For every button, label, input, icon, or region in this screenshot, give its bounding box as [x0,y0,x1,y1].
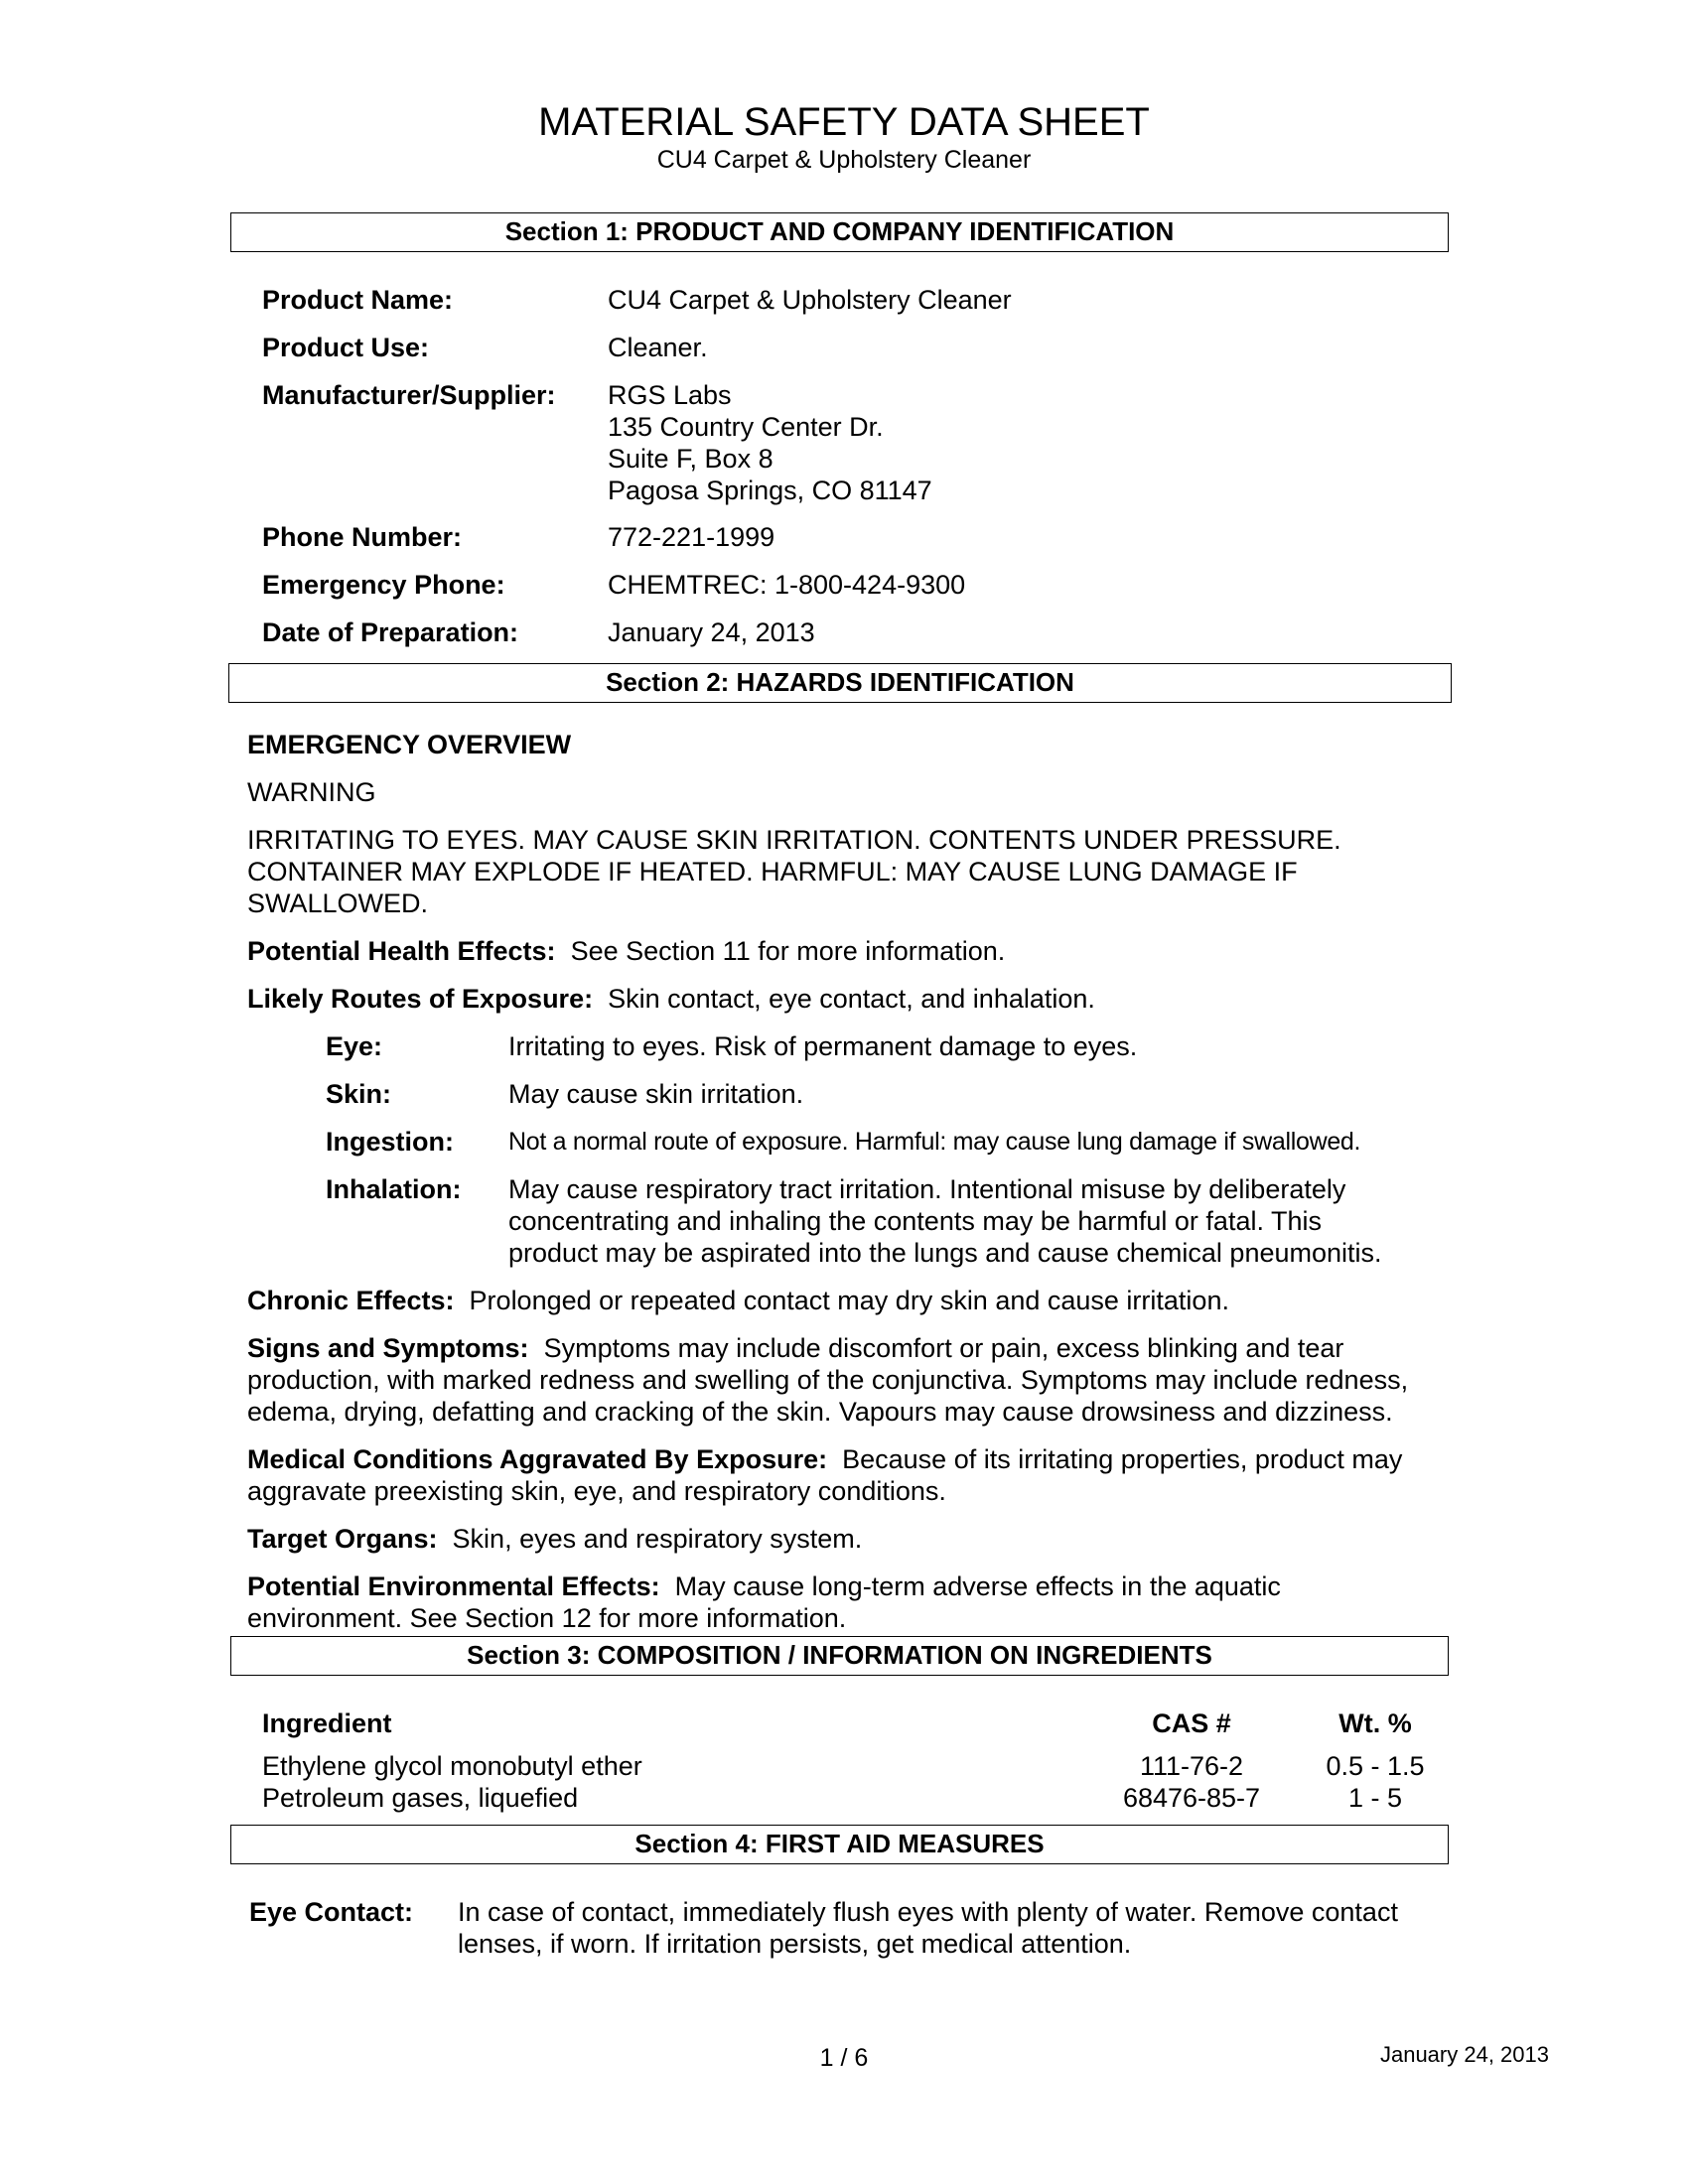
target-organs-text: Skin, eyes and respiratory system. [452,1524,863,1554]
table-row-ingredient: Petroleum gases, liquefied [262,1783,579,1813]
manufacturer-line: RGS Labs [608,380,732,410]
eye-text: Irritating to eyes. Risk of permanent damage to eyes. [508,1031,1138,1061]
signs-text-first: Symptoms may include discomfort or pain, excess blinking and tear [543,1333,1344,1363]
phone-label: Phone Number: [262,522,463,552]
inhalation-line: May cause respiratory tract irritation. Intentional misuse by deliberately [508,1174,1346,1204]
table-row-wt: 1 - 5 [1347,1783,1403,1813]
hazard-line: SWALLOWED. [247,888,429,918]
hazard-line: CONTAINER MAY EXPLODE IF HEATED. HARMFUL: MAY CAUSE LUNG DAMAGE IF [247,857,1298,887]
eye-contact-line: In case of contact, immediately flush eyes with plenty of water. Remove contact [458,1897,1398,1927]
environmental-text-second: environment. See Section 12 for more information. [247,1603,847,1633]
eye-contact-label: Eye Contact: [249,1897,414,1927]
section-1-heading: Section 1: PRODUCT AND COMPANY IDENTIFICATION [230,212,1449,252]
date-of-preparation-label: Date of Preparation: [262,617,519,647]
column-header-ingredient: Ingredient [262,1708,392,1738]
likely-routes-of-exposure [247,983,1095,1015]
skin-text: May cause skin irritation. [508,1079,804,1109]
product-use-value: Cleaner. [608,333,708,362]
section-4-heading: Section 4: FIRST AID MEASURES [230,1825,1449,1864]
signs-line: production, with marked redness and swelling of the conjunctiva. Symptoms may include redness, [247,1365,1409,1395]
emergency-phone-label: Emergency Phone: [262,570,505,600]
potential-health-effects-label: Potential Health Effects: [247,936,556,966]
page-number: 1 / 6 [819,2044,869,2072]
eye-label: Eye: [326,1031,383,1061]
product-name-label: Product Name: [262,285,454,315]
environmental-label: Potential Environmental Effects: [247,1571,660,1601]
table-row-cas: 68476-85-7 [1122,1783,1261,1813]
section-3-heading: Section 3: COMPOSITION / INFORMATION ON INGREDIENTS [230,1636,1449,1676]
date-of-preparation-value: January 24, 2013 [608,617,815,647]
table-row-cas: 111-76-2 [1139,1751,1244,1781]
potential-health-effects [247,935,1005,967]
table-row-wt: 0.5 - 1.5 [1326,1751,1425,1781]
product-use-label: Product Use: [262,333,430,362]
routes-text: Skin contact, eye contact, and inhalation. [608,984,1095,1014]
medical-text-second: aggravate preexisting skin, eye, and respiratory conditions. [247,1476,946,1506]
hazard-statements [247,824,1341,919]
chronic-effects [247,1285,1229,1316]
potential-health-effects-text: See Section 11 for more information. [570,936,1006,966]
medical-text-first: Because of its irritating properties, product may [842,1444,1403,1474]
emergency-phone-value: CHEMTREC: 1-800-424-9300 [608,570,966,600]
manufacturer-address [608,379,932,506]
environmental-text-first: May cause long-term adverse effects in the aquatic [674,1571,1281,1601]
phone-value: 772-221-1999 [608,522,775,552]
inhalation-text [508,1173,1382,1269]
manufacturer-line: 135 Country Center Dr. [608,412,884,442]
chronic-effects-text: Prolonged or repeated contact may dry skin and cause irritation. [469,1286,1229,1315]
signs-line: edema, drying, defatting and cracking of the skin. Vapours may cause drowsiness and dizziness. [247,1397,1393,1427]
product-name-value: CU4 Carpet & Upholstery Cleaner [608,285,1012,315]
manufacturer-line: Pagosa Springs, CO 81147 [608,476,932,505]
emergency-overview-heading: EMERGENCY OVERVIEW [247,730,572,759]
manufacturer-line: Suite F, Box 8 [608,444,774,474]
medical-label: Medical Conditions Aggravated By Exposure: [247,1444,828,1474]
signal-word: WARNING [247,777,376,807]
column-header-cas: CAS # [1152,1708,1231,1738]
signs-label: Signs and Symptoms: [247,1333,529,1363]
inhalation-line: product may be aspirated into the lungs and cause chemical pneumonitis. [508,1238,1382,1268]
eye-contact-text [458,1896,1398,1960]
inhalation-line: concentrating and inhaling the contents may be harmful or fatal. This [508,1206,1322,1236]
skin-label: Skin: [326,1079,392,1109]
environmental-effects [247,1570,1281,1634]
medical-conditions [247,1443,1402,1507]
chronic-effects-label: Chronic Effects: [247,1286,455,1315]
eye-contact-line: lenses, if worn. If irritation persists, get medical attention. [458,1929,1132,1959]
manufacturer-label: Manufacturer/Supplier: [262,380,556,410]
footer-date: January 24, 2013 [1379,2042,1549,2067]
document-subtitle: CU4 Carpet & Upholstery Cleaner [656,146,1032,174]
hazard-line: IRRITATING TO EYES. MAY CAUSE SKIN IRRITATION. CONTENTS UNDER PRESSURE. [247,825,1341,855]
document-title: MATERIAL SAFETY DATA SHEET [538,100,1150,144]
ingestion-label: Ingestion: [326,1127,454,1157]
table-row-ingredient: Ethylene glycol monobutyl ether [262,1751,642,1781]
inhalation-label: Inhalation: [326,1174,462,1204]
section-2-heading: Section 2: HAZARDS IDENTIFICATION [228,663,1452,703]
ingestion-text: Not a normal route of exposure. Harmful: may cause lung damage if swallowed. [508,1128,1361,1156]
column-header-wt: Wt. % [1338,1708,1412,1738]
routes-label: Likely Routes of Exposure: [247,984,594,1014]
signs-and-symptoms [247,1332,1408,1428]
target-organs-label: Target Organs: [247,1524,438,1554]
target-organs [247,1523,862,1555]
